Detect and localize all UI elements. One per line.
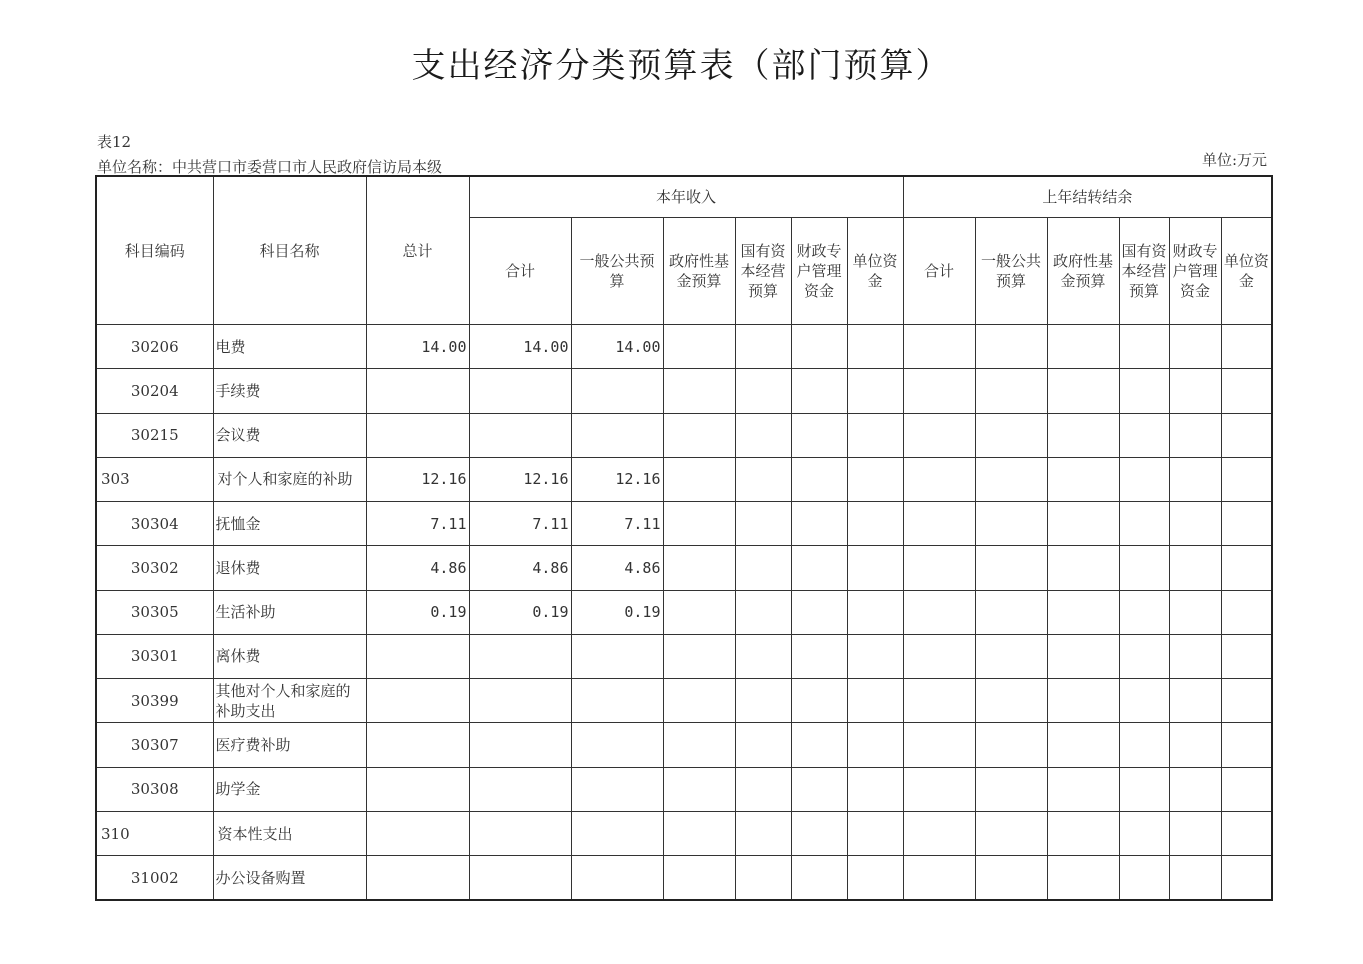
cell-empty xyxy=(1169,413,1221,457)
cell-empty xyxy=(663,502,735,546)
cell-empty xyxy=(1221,546,1272,590)
header-prior-general-budget: 一般公共预算 xyxy=(975,218,1047,325)
header-prior-gov-fund: 政府性基金预算 xyxy=(1047,218,1119,325)
header-current-total: 合计 xyxy=(469,218,571,325)
table-row xyxy=(96,502,1272,546)
cell-current-general-budget: 7.11 xyxy=(571,502,663,546)
header-current-general-budget: 一般公共预算 xyxy=(571,218,663,325)
table-row xyxy=(96,369,1272,413)
cell-empty xyxy=(903,325,975,369)
cell-current-total: 12.16 xyxy=(469,457,571,501)
cell-empty xyxy=(975,856,1047,900)
cell-empty xyxy=(1119,369,1169,413)
cell-empty xyxy=(1221,457,1272,501)
cell-empty xyxy=(903,502,975,546)
cell-total: 0.19 xyxy=(366,590,469,634)
cell-empty xyxy=(1221,502,1272,546)
header-name: 科目名称 xyxy=(213,176,366,325)
cell-name: 其他对个人和家庭的补助支出 xyxy=(213,679,366,723)
cell-empty xyxy=(847,369,903,413)
cell-current-general-budget: 14.00 xyxy=(571,325,663,369)
cell-total xyxy=(366,369,469,413)
cell-empty xyxy=(1047,723,1119,767)
cell-current-total xyxy=(469,369,571,413)
cell-name: 资本性支出 xyxy=(213,811,366,855)
cell-total: 14.00 xyxy=(366,325,469,369)
cell-empty xyxy=(975,811,1047,855)
cell-empty xyxy=(903,679,975,723)
cell-empty xyxy=(663,634,735,678)
cell-empty xyxy=(735,369,791,413)
cell-name: 对个人和家庭的补助 xyxy=(213,457,366,501)
cell-empty xyxy=(663,723,735,767)
currency-unit-label: 单位:万元 xyxy=(1201,151,1267,169)
cell-code: 30308 xyxy=(96,767,213,811)
cell-current-general-budget xyxy=(571,856,663,900)
cell-empty xyxy=(1169,457,1221,501)
cell-empty xyxy=(1221,723,1272,767)
header-current-gov-fund: 政府性基金预算 xyxy=(663,218,735,325)
cell-current-general-budget xyxy=(571,723,663,767)
cell-empty xyxy=(1047,811,1119,855)
cell-empty xyxy=(1169,502,1221,546)
cell-empty xyxy=(1047,457,1119,501)
cell-empty xyxy=(1119,546,1169,590)
cell-empty xyxy=(663,413,735,457)
header-prior-unit-funds: 单位资金 xyxy=(1221,218,1272,325)
table-row xyxy=(96,413,1272,457)
cell-empty xyxy=(975,679,1047,723)
header-current-special-account: 财政专户管理资金 xyxy=(791,218,847,325)
cell-current-total xyxy=(469,723,571,767)
cell-empty xyxy=(791,502,847,546)
cell-empty xyxy=(1047,856,1119,900)
table-number: 表12 xyxy=(97,133,132,151)
cell-empty xyxy=(1047,325,1119,369)
cell-empty xyxy=(1119,413,1169,457)
table-row xyxy=(96,325,1272,369)
cell-empty xyxy=(735,413,791,457)
cell-current-general-budget xyxy=(571,679,663,723)
cell-empty xyxy=(975,767,1047,811)
table-row xyxy=(96,723,1272,767)
cell-empty xyxy=(1221,634,1272,678)
cell-current-general-budget: 0.19 xyxy=(571,590,663,634)
cell-empty xyxy=(903,634,975,678)
cell-empty xyxy=(663,457,735,501)
cell-empty xyxy=(847,413,903,457)
cell-empty xyxy=(791,856,847,900)
cell-empty xyxy=(975,325,1047,369)
cell-empty xyxy=(735,679,791,723)
cell-current-general-budget xyxy=(571,634,663,678)
cell-current-general-budget xyxy=(571,767,663,811)
cell-current-total: 7.11 xyxy=(469,502,571,546)
cell-empty xyxy=(735,811,791,855)
cell-current-total xyxy=(469,767,571,811)
cell-empty xyxy=(903,546,975,590)
cell-empty xyxy=(1119,325,1169,369)
cell-empty xyxy=(903,413,975,457)
cell-code: 30302 xyxy=(96,546,213,590)
cell-total xyxy=(366,634,469,678)
cell-empty xyxy=(735,546,791,590)
cell-current-total xyxy=(469,856,571,900)
cell-empty xyxy=(903,457,975,501)
cell-current-general-budget xyxy=(571,811,663,855)
cell-current-total: 0.19 xyxy=(469,590,571,634)
cell-empty xyxy=(975,457,1047,501)
header-current-state-capital: 国有资本经营预算 xyxy=(735,218,791,325)
cell-code: 30304 xyxy=(96,502,213,546)
cell-empty xyxy=(735,457,791,501)
cell-empty xyxy=(1047,502,1119,546)
cell-empty xyxy=(1169,590,1221,634)
cell-name: 助学金 xyxy=(213,767,366,811)
cell-empty xyxy=(1047,767,1119,811)
cell-empty xyxy=(663,767,735,811)
cell-total xyxy=(366,856,469,900)
cell-empty xyxy=(1169,634,1221,678)
cell-empty xyxy=(903,369,975,413)
cell-current-total: 14.00 xyxy=(469,325,571,369)
table-row xyxy=(96,546,1272,590)
cell-name: 办公设备购置 xyxy=(213,856,366,900)
cell-name: 生活补助 xyxy=(213,590,366,634)
cell-total xyxy=(366,723,469,767)
cell-empty xyxy=(1169,325,1221,369)
cell-empty xyxy=(663,546,735,590)
cell-empty xyxy=(1169,369,1221,413)
cell-empty xyxy=(975,546,1047,590)
cell-code: 30204 xyxy=(96,369,213,413)
cell-empty xyxy=(1221,767,1272,811)
cell-empty xyxy=(975,369,1047,413)
cell-empty xyxy=(1119,634,1169,678)
cell-empty xyxy=(847,546,903,590)
cell-empty xyxy=(735,590,791,634)
cell-code: 303 xyxy=(96,457,213,501)
cell-empty xyxy=(1221,856,1272,900)
unit-name: 单位名称：中共营口市委营口市人民政府信访局本级 xyxy=(97,158,443,176)
cell-empty xyxy=(1119,679,1169,723)
cell-empty xyxy=(847,590,903,634)
cell-empty xyxy=(1119,502,1169,546)
cell-empty xyxy=(663,369,735,413)
cell-empty xyxy=(791,767,847,811)
cell-empty xyxy=(847,723,903,767)
cell-empty xyxy=(791,546,847,590)
cell-current-general-budget xyxy=(571,369,663,413)
cell-empty xyxy=(663,325,735,369)
cell-empty xyxy=(903,811,975,855)
cell-empty xyxy=(975,502,1047,546)
cell-total xyxy=(366,811,469,855)
cell-empty xyxy=(735,634,791,678)
cell-empty xyxy=(1221,679,1272,723)
cell-empty xyxy=(1169,767,1221,811)
cell-empty xyxy=(975,723,1047,767)
cell-current-general-budget: 12.16 xyxy=(571,457,663,501)
cell-empty xyxy=(1047,634,1119,678)
cell-empty xyxy=(791,679,847,723)
cell-empty xyxy=(735,767,791,811)
cell-total xyxy=(366,679,469,723)
cell-empty xyxy=(1221,369,1272,413)
cell-empty xyxy=(1047,590,1119,634)
cell-empty xyxy=(847,856,903,900)
cell-empty xyxy=(847,457,903,501)
cell-empty xyxy=(791,723,847,767)
cell-total xyxy=(366,413,469,457)
cell-total: 7.11 xyxy=(366,502,469,546)
cell-empty xyxy=(791,369,847,413)
cell-empty xyxy=(1169,679,1221,723)
header-total: 总计 xyxy=(366,176,469,325)
cell-empty xyxy=(975,413,1047,457)
cell-empty xyxy=(847,767,903,811)
cell-empty xyxy=(1169,723,1221,767)
cell-code: 310 xyxy=(96,811,213,855)
header-current-unit-funds: 单位资金 xyxy=(847,218,903,325)
cell-name: 手续费 xyxy=(213,369,366,413)
cell-code: 31002 xyxy=(96,856,213,900)
cell-empty xyxy=(1047,679,1119,723)
cell-empty xyxy=(791,457,847,501)
cell-code: 30399 xyxy=(96,679,213,723)
cell-empty xyxy=(903,590,975,634)
cell-empty xyxy=(791,413,847,457)
table-row xyxy=(96,634,1272,678)
cell-current-total: 4.86 xyxy=(469,546,571,590)
cell-code: 30305 xyxy=(96,590,213,634)
cell-empty xyxy=(663,679,735,723)
cell-empty xyxy=(847,679,903,723)
cell-empty xyxy=(1169,811,1221,855)
cell-total: 4.86 xyxy=(366,546,469,590)
cell-empty xyxy=(1047,546,1119,590)
cell-empty xyxy=(663,856,735,900)
cell-code: 30307 xyxy=(96,723,213,767)
cell-current-total xyxy=(469,679,571,723)
cell-empty xyxy=(1047,369,1119,413)
cell-total xyxy=(366,767,469,811)
cell-code: 30206 xyxy=(96,325,213,369)
table-row xyxy=(96,679,1272,723)
header-prior-state-capital: 国有资本经营预算 xyxy=(1119,218,1169,325)
budget-table xyxy=(95,175,1273,901)
cell-current-general-budget: 4.86 xyxy=(571,546,663,590)
cell-empty xyxy=(903,723,975,767)
cell-empty xyxy=(903,767,975,811)
cell-empty xyxy=(791,811,847,855)
cell-empty xyxy=(735,856,791,900)
table-row xyxy=(96,811,1272,855)
table-row xyxy=(96,767,1272,811)
table-row xyxy=(96,856,1272,900)
cell-empty xyxy=(903,856,975,900)
table-row xyxy=(96,590,1272,634)
cell-empty xyxy=(1119,723,1169,767)
header-prior-special-account: 财政专户管理资金 xyxy=(1169,218,1221,325)
cell-empty xyxy=(791,325,847,369)
cell-empty xyxy=(1169,856,1221,900)
cell-empty xyxy=(1169,546,1221,590)
header-group-prior-carryover: 上年结转结余 xyxy=(903,176,1272,218)
table-body xyxy=(96,325,1272,901)
cell-current-general-budget xyxy=(571,413,663,457)
header-group-current-income: 本年收入 xyxy=(469,176,903,218)
cell-empty xyxy=(663,811,735,855)
cell-name: 退休费 xyxy=(213,546,366,590)
cell-current-total xyxy=(469,634,571,678)
cell-empty xyxy=(975,634,1047,678)
header-prior-total: 合计 xyxy=(903,218,975,325)
cell-empty xyxy=(663,590,735,634)
cell-name: 电费 xyxy=(213,325,366,369)
cell-empty xyxy=(1119,811,1169,855)
cell-empty xyxy=(1119,457,1169,501)
cell-empty xyxy=(1221,590,1272,634)
cell-empty xyxy=(735,502,791,546)
cell-name: 会议费 xyxy=(213,413,366,457)
cell-empty xyxy=(1047,413,1119,457)
cell-name: 抚恤金 xyxy=(213,502,366,546)
cell-empty xyxy=(847,634,903,678)
header-code: 科目编码 xyxy=(96,176,213,325)
cell-empty xyxy=(975,590,1047,634)
cell-empty xyxy=(791,590,847,634)
cell-empty xyxy=(1221,811,1272,855)
cell-total: 12.16 xyxy=(366,457,469,501)
cell-code: 30215 xyxy=(96,413,213,457)
cell-empty xyxy=(1221,413,1272,457)
cell-empty xyxy=(1119,590,1169,634)
cell-current-total xyxy=(469,811,571,855)
cell-empty xyxy=(735,325,791,369)
cell-empty xyxy=(791,634,847,678)
cell-name: 离休费 xyxy=(213,634,366,678)
cell-empty xyxy=(847,502,903,546)
page-title: 支出经济分类预算表（部门预算） xyxy=(411,46,952,86)
cell-empty xyxy=(1119,767,1169,811)
table-row xyxy=(96,457,1272,501)
cell-empty xyxy=(847,325,903,369)
cell-current-total xyxy=(469,413,571,457)
cell-empty xyxy=(735,723,791,767)
cell-empty xyxy=(1221,325,1272,369)
cell-empty xyxy=(1119,856,1169,900)
cell-empty xyxy=(847,811,903,855)
cell-name: 医疗费补助 xyxy=(213,723,366,767)
cell-code: 30301 xyxy=(96,634,213,678)
